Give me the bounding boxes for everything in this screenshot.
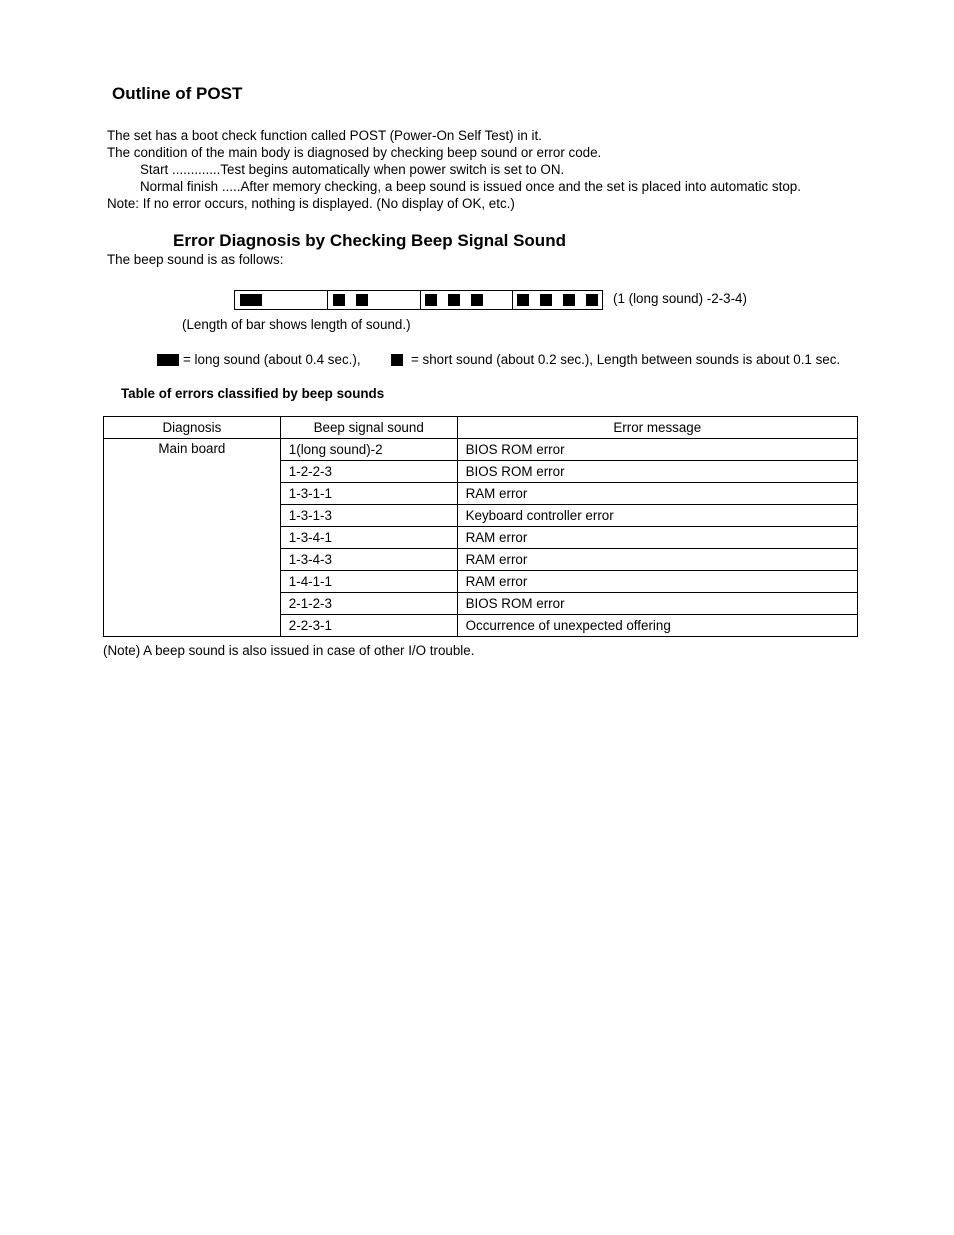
beep-code-cell: 1-3-4-3 bbox=[280, 549, 457, 571]
table-caption: Table of errors classified by beep sounds bbox=[121, 386, 385, 401]
error-message-cell: BIOS ROM error bbox=[457, 593, 857, 615]
short-beep-mark bbox=[517, 294, 529, 306]
long-sound-legend-text: = long sound (about 0.4 sec.), bbox=[183, 352, 361, 367]
outline-line-1: The set has a boot check function called POST (Power-On Self Test) in it. bbox=[107, 128, 542, 143]
error-message-cell: RAM error bbox=[457, 549, 857, 571]
short-beep-mark bbox=[540, 294, 552, 306]
beep-code-cell: 1-3-1-1 bbox=[280, 483, 457, 505]
beep-bar-caption: (Length of bar shows length of sound.) bbox=[182, 317, 411, 332]
beep-bar-label: (1 (long sound) -2-3-4) bbox=[613, 291, 747, 306]
beep-error-table bbox=[103, 416, 858, 637]
beep-group-1 bbox=[235, 291, 328, 309]
error-message-cell: BIOS ROM error bbox=[457, 461, 857, 483]
short-sound-legend-text: = short sound (about 0.2 sec.), Length between sounds is about 0.1 sec. bbox=[411, 352, 841, 367]
beep-group-3 bbox=[421, 291, 513, 309]
table-row bbox=[104, 439, 858, 461]
header-beep-signal-sound: Beep signal sound bbox=[280, 417, 457, 439]
table-header-row bbox=[104, 417, 858, 439]
beep-group-2 bbox=[328, 291, 421, 309]
outline-line-2: The condition of the main body is diagnosed by checking beep sound or error code. bbox=[107, 145, 602, 160]
short-beep-mark bbox=[333, 294, 345, 306]
error-message-cell: Keyboard controller error bbox=[457, 505, 857, 527]
short-beep-mark bbox=[471, 294, 483, 306]
outline-line-note: Note: If no error occurs, nothing is displayed. (No display of OK, etc.) bbox=[107, 196, 515, 211]
error-message-cell: Occurrence of unexpected offering bbox=[457, 615, 857, 637]
beep-code-cell: 2-2-3-1 bbox=[280, 615, 457, 637]
outline-line-normal-finish: Normal finish .....After memory checking, a beep sound is issued once and the set is placed into automatic stop. bbox=[140, 179, 801, 194]
error-message-cell: BIOS ROM error bbox=[457, 439, 857, 461]
short-beep-mark bbox=[425, 294, 437, 306]
error-message-cell: RAM error bbox=[457, 571, 857, 593]
short-beep-mark bbox=[356, 294, 368, 306]
table-note: (Note) A beep sound is also issued in case of other I/O trouble. bbox=[103, 643, 475, 658]
beep-code-cell: 2-1-2-3 bbox=[280, 593, 457, 615]
beep-code-cell: 1-3-1-3 bbox=[280, 505, 457, 527]
short-sound-legend-swatch bbox=[391, 354, 403, 366]
section-title-error-diagnosis: Error Diagnosis by Checking Beep Signal Sound bbox=[173, 231, 566, 250]
header-error-message: Error message bbox=[457, 417, 857, 439]
error-message-cell: RAM error bbox=[457, 483, 857, 505]
header-diagnosis: Diagnosis bbox=[104, 417, 281, 439]
error-message-cell: RAM error bbox=[457, 527, 857, 549]
beep-code-cell: 1-4-1-1 bbox=[280, 571, 457, 593]
long-beep-mark bbox=[240, 294, 262, 306]
beep-code-cell: 1-3-4-1 bbox=[280, 527, 457, 549]
beep-code-cell: 1(long sound)-2 bbox=[280, 439, 457, 461]
short-beep-mark bbox=[448, 294, 460, 306]
beep-code-cell: 1-2-2-3 bbox=[280, 461, 457, 483]
beep-intro: The beep sound is as follows: bbox=[107, 252, 284, 267]
beep-group-4 bbox=[513, 291, 602, 309]
outline-line-start: Start .............Test begins automatically when power switch is set to ON. bbox=[140, 162, 565, 177]
section-title-outline: Outline of POST bbox=[112, 84, 243, 103]
beep-pattern-bar bbox=[234, 290, 603, 310]
long-sound-legend-swatch bbox=[157, 354, 179, 366]
short-beep-mark bbox=[586, 294, 598, 306]
diagnosis-cell: Main board bbox=[104, 439, 281, 637]
short-beep-mark bbox=[563, 294, 575, 306]
